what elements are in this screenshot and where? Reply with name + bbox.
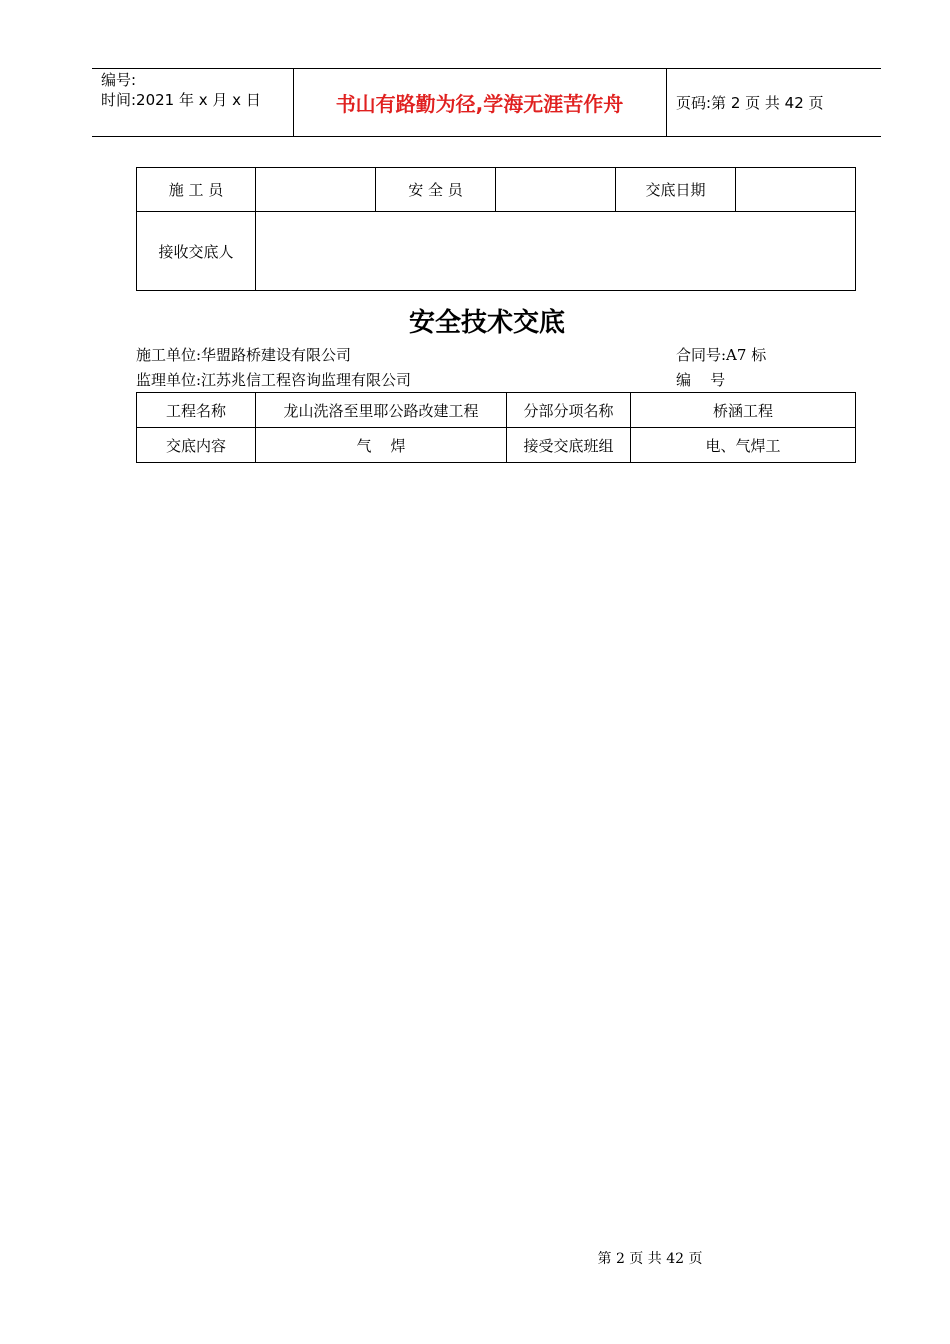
header-number-label: 编号:	[101, 71, 137, 89]
construction-unit: 施工单位:华盟路桥建设有限公司	[136, 346, 352, 364]
receiver-row	[137, 212, 856, 291]
receiver-field[interactable]	[256, 212, 856, 291]
safety-officer-label: 安 全 员	[376, 168, 496, 212]
header-time-label: 时间:2021 年 x 月 x 日	[101, 91, 261, 109]
constructor-label: 施 工 员	[137, 168, 256, 212]
project-name-label: 工程名称	[137, 393, 256, 428]
document-title: 安全技术交底	[408, 308, 565, 338]
signoff-table	[136, 167, 856, 291]
receiving-team-label: 接受交底班组	[507, 428, 631, 463]
header-motto: 书山有路勤为径,学海无涯苦作舟	[335, 91, 624, 116]
project-table	[136, 392, 856, 463]
receiver-label: 接收交底人	[137, 212, 256, 291]
header-divider-right	[666, 68, 667, 136]
table-row	[137, 428, 856, 463]
table-row	[137, 393, 856, 428]
constructor-field[interactable]	[256, 168, 376, 212]
safety-officer-field[interactable]	[496, 168, 616, 212]
date-label: 交底日期	[616, 168, 736, 212]
contract-number: 合同号:A7 标	[676, 346, 767, 364]
briefing-content-label: 交底内容	[137, 428, 256, 463]
supervision-unit: 监理单位:江苏兆信工程咨询监理有限公司	[136, 371, 412, 389]
subsection-value: 桥涵工程	[631, 393, 856, 428]
signoff-row	[137, 168, 856, 212]
receiving-team-value: 电、气焊工	[631, 428, 856, 463]
briefing-content-value: 气 焊	[256, 428, 507, 463]
header-page-label: 页码:第 2 页 共 42 页	[676, 94, 824, 112]
serial-number-label: 编 号	[676, 371, 726, 389]
date-field[interactable]	[736, 168, 856, 212]
project-name-value: 龙山洗洛至里耶公路改建工程	[256, 393, 507, 428]
subsection-label: 分部分项名称	[507, 393, 631, 428]
footer-page-number: 第 2 页 共 42 页	[597, 1251, 703, 1267]
header-bottom-rule	[92, 136, 881, 137]
